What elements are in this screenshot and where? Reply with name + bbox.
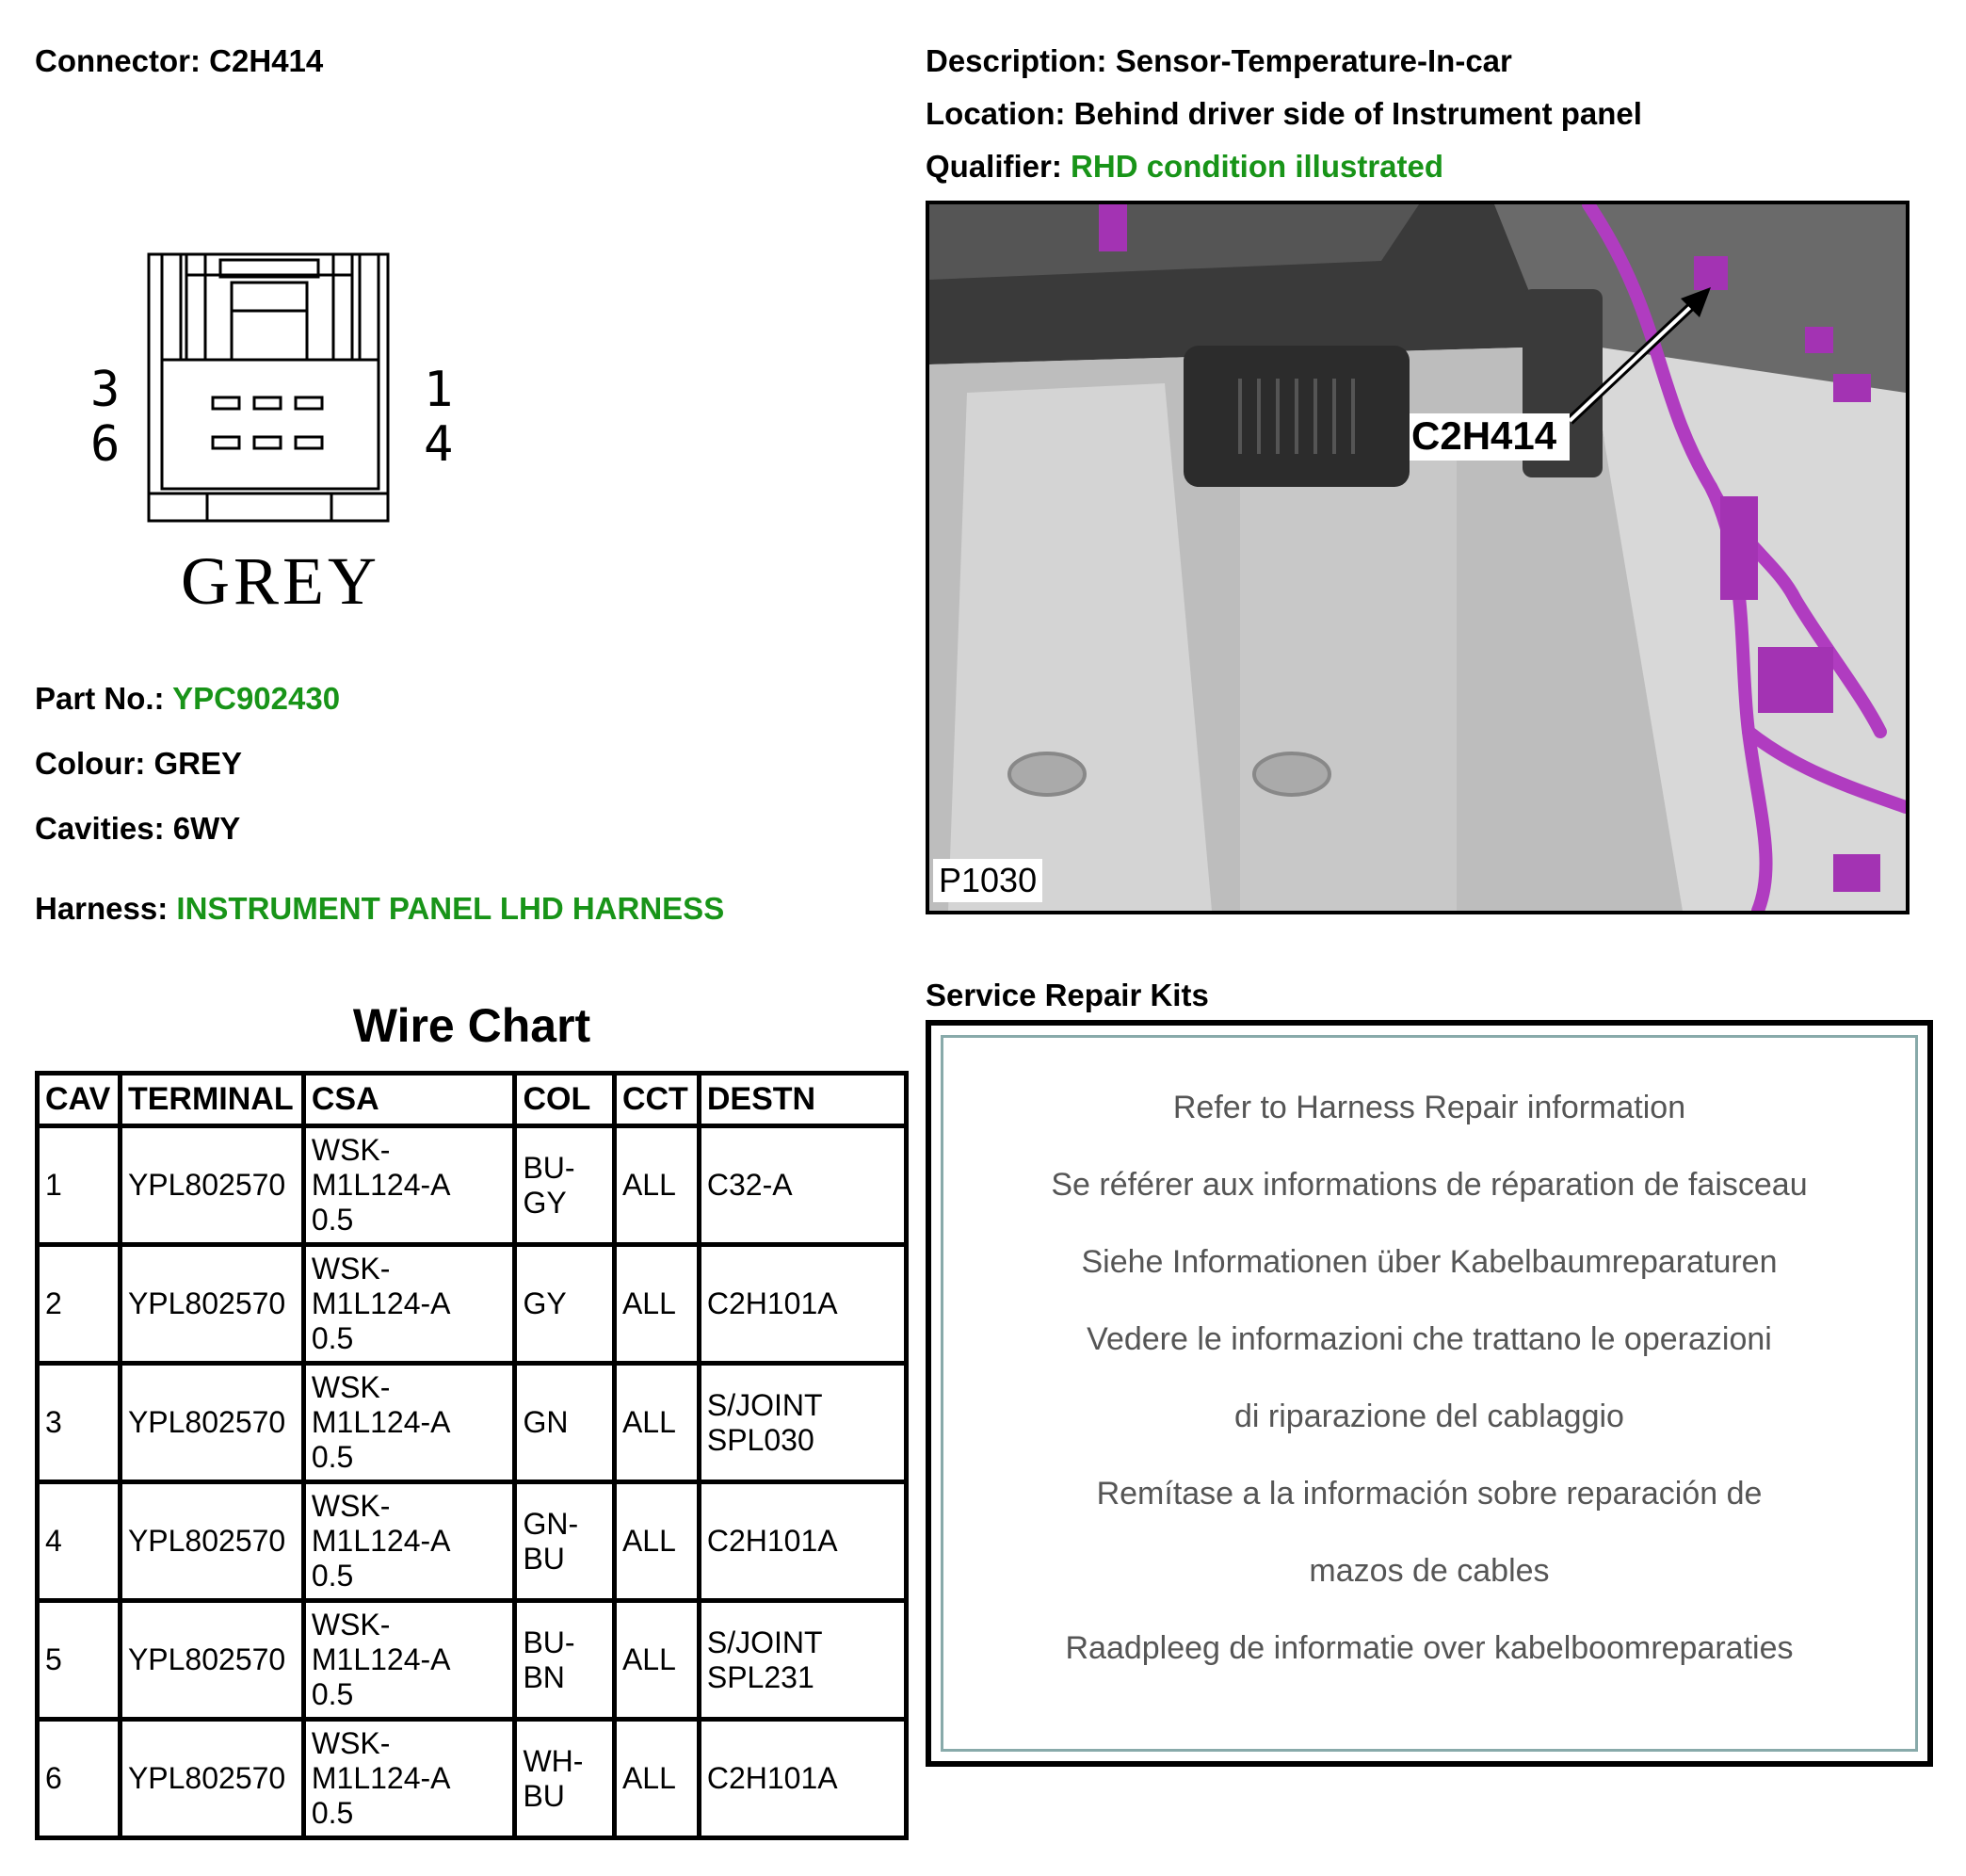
wire-chart-header-row (38, 1074, 907, 1126)
cell-csa-line: WSK- (311, 1252, 391, 1286)
description-label: Description: (926, 43, 1107, 78)
service-repair-box (926, 1020, 1933, 1767)
diagram-colour-label: GREY (181, 543, 380, 619)
location-label: Location: (926, 96, 1066, 131)
cell-terminal: YPL802570 (120, 1482, 303, 1601)
table-row (38, 1601, 907, 1720)
cell-csa-line: M1L124-A (311, 1168, 451, 1202)
connector-line (35, 43, 323, 79)
cell-destn (699, 1126, 906, 1245)
cell-csa-line: M1L124-A (311, 1405, 451, 1439)
cell-col-line: GN- (523, 1506, 579, 1541)
cell-cav: 1 (38, 1126, 121, 1245)
repair-line-fr: Se référer aux informations de réparation de faisceau (1051, 1167, 1808, 1203)
cell-cct: ALL (614, 1126, 699, 1245)
cell-csa-line: M1L124-A (311, 1642, 451, 1676)
cell-destn-line: C2H101A (706, 1761, 838, 1795)
location-line (926, 96, 1642, 132)
repair-line-it-2: di riparazione del cablaggio (1234, 1399, 1624, 1434)
qualifier-label: Qualifier: (926, 149, 1062, 184)
table-row (38, 1720, 907, 1838)
cell-col (515, 1245, 615, 1364)
cell-col-line: WH- (523, 1743, 584, 1778)
cell-csa-line: 0.5 (311, 1440, 354, 1474)
cell-destn-line: C32-A (706, 1168, 793, 1202)
cell-cct: ALL (614, 1720, 699, 1838)
service-repair-title: Service Repair Kits (926, 978, 1209, 1012)
cell-col-line: GY (523, 1185, 567, 1220)
cavities-line (35, 811, 240, 847)
cell-col-line: BU (523, 1778, 565, 1813)
cavities-label: Cavities: (35, 811, 165, 846)
cell-col (515, 1601, 615, 1720)
cell-cct: ALL (614, 1482, 699, 1601)
cell-csa-line: 0.5 (311, 1796, 354, 1830)
repair-line-es-2: mazos de cables (1309, 1553, 1550, 1589)
cell-col-line: BU (523, 1541, 565, 1576)
cell-csa-line: WSK- (311, 1489, 391, 1523)
cell-terminal: YPL802570 (120, 1720, 303, 1838)
cell-cct: ALL (614, 1601, 699, 1720)
cell-col-line: GY (523, 1286, 567, 1320)
cell-destn (699, 1601, 906, 1720)
harness-value: INSTRUMENT PANEL LHD HARNESS (176, 891, 725, 926)
cell-cav: 3 (38, 1364, 121, 1482)
cell-terminal: YPL802570 (120, 1126, 303, 1245)
cell-col (515, 1482, 615, 1601)
pin-label-3: 3 (90, 362, 121, 418)
repair-line-de: Siehe Informationen über Kabelbaumreparaturen (1081, 1244, 1778, 1280)
col-header-csa: CSA (303, 1074, 515, 1126)
colour-label: Colour: (35, 746, 146, 781)
cell-destn-line: SPL231 (706, 1659, 814, 1694)
part-no-label: Part No.: (35, 681, 165, 716)
connector-outline-icon (141, 247, 395, 529)
cell-csa (303, 1601, 515, 1720)
cell-csa-line: 0.5 (311, 1321, 354, 1355)
cell-col-line: BU- (523, 1625, 575, 1659)
pin-label-1: 1 (424, 362, 454, 418)
cell-csa (303, 1245, 515, 1364)
cell-col-line: BN (523, 1659, 565, 1694)
repair-line-it-1: Vedere le informazioni che trattano le operazioni (1087, 1321, 1772, 1357)
col-header-col: COL (515, 1074, 615, 1126)
cell-cct: ALL (614, 1364, 699, 1482)
cell-csa-line: 0.5 (311, 1203, 354, 1237)
cell-destn (699, 1720, 906, 1838)
harness-label: Harness: (35, 891, 169, 926)
cell-col (515, 1126, 615, 1245)
table-row (38, 1245, 907, 1364)
cell-cav: 6 (38, 1720, 121, 1838)
cell-csa-line: WSK- (311, 1608, 391, 1642)
cell-destn-line: S/JOINT (706, 1387, 823, 1422)
table-row (38, 1126, 907, 1245)
cell-csa-line: WSK- (311, 1370, 391, 1404)
cell-destn-line: SPL030 (706, 1422, 814, 1457)
location-photo (926, 201, 1910, 914)
qualifier-line (926, 149, 1443, 185)
cell-csa-line: M1L124-A (311, 1286, 451, 1320)
cell-destn (699, 1482, 906, 1601)
cell-csa-line: 0.5 (311, 1677, 354, 1711)
wire-chart-title: Wire Chart (352, 999, 591, 1052)
cell-destn (699, 1245, 906, 1364)
cell-csa (303, 1364, 515, 1482)
cell-terminal: YPL802570 (120, 1245, 303, 1364)
photo-callout-label: C2H414 (1411, 413, 1557, 458)
cell-terminal: YPL802570 (120, 1364, 303, 1482)
harness-line (35, 891, 724, 927)
colour-line (35, 746, 242, 782)
cell-destn-line: C2H101A (706, 1286, 838, 1320)
repair-line-es-1: Remítase a la información sobre reparación de (1096, 1476, 1763, 1512)
colour-value: GREY (153, 746, 243, 781)
cell-col-line: GN (523, 1405, 569, 1439)
cell-cct: ALL (614, 1245, 699, 1364)
part-no-value: YPC902430 (172, 681, 341, 716)
connector-face-diagram (141, 247, 395, 529)
cell-csa-line: WSK- (311, 1726, 391, 1760)
table-row (38, 1482, 907, 1601)
table-row (38, 1364, 907, 1482)
col-header-cct: CCT (614, 1074, 699, 1126)
connector-value: C2H414 (209, 43, 324, 78)
cavities-value: 6WY (172, 811, 241, 846)
cell-csa (303, 1126, 515, 1245)
description-line (926, 43, 1512, 79)
repair-line-en: Refer to Harness Repair information (1172, 1090, 1686, 1125)
cell-csa (303, 1482, 515, 1601)
wire-chart-table (35, 1071, 909, 1840)
cell-cav: 4 (38, 1482, 121, 1601)
pin-label-4: 4 (424, 416, 454, 473)
cell-terminal: YPL802570 (120, 1601, 303, 1720)
vehicle-footwell-illustration (929, 204, 1906, 911)
cell-cav: 5 (38, 1601, 121, 1720)
cell-csa-line: WSK- (311, 1133, 391, 1167)
col-header-cav: CAV (38, 1074, 121, 1126)
cell-col (515, 1364, 615, 1482)
connector-label: Connector: (35, 43, 201, 78)
cell-csa-line: M1L124-A (311, 1761, 451, 1795)
cell-col-line: BU- (523, 1150, 575, 1185)
location-value: Behind driver side of Instrument panel (1073, 96, 1642, 131)
qualifier-value: RHD condition illustrated (1071, 149, 1444, 184)
part-no-line (35, 681, 340, 717)
cell-destn (699, 1364, 906, 1482)
col-header-terminal: TERMINAL (120, 1074, 303, 1126)
col-header-destn: DESTN (699, 1074, 906, 1126)
description-value: Sensor-Temperature-In-car (1115, 43, 1512, 78)
service-repair-inner-frame (941, 1035, 1918, 1752)
cell-csa-line: 0.5 (311, 1559, 354, 1593)
cell-csa (303, 1720, 515, 1838)
cell-destn-line: C2H101A (706, 1524, 838, 1558)
cell-col (515, 1720, 615, 1838)
cell-csa-line: M1L124-A (311, 1524, 451, 1558)
cell-destn-line: S/JOINT (706, 1625, 823, 1659)
cell-cav: 2 (38, 1245, 121, 1364)
photo-ref-label: P1030 (933, 859, 1042, 902)
repair-line-nl: Raadpleeg de informatie over kabelboomreparaties (1065, 1630, 1794, 1666)
pin-label-6: 6 (90, 416, 121, 473)
